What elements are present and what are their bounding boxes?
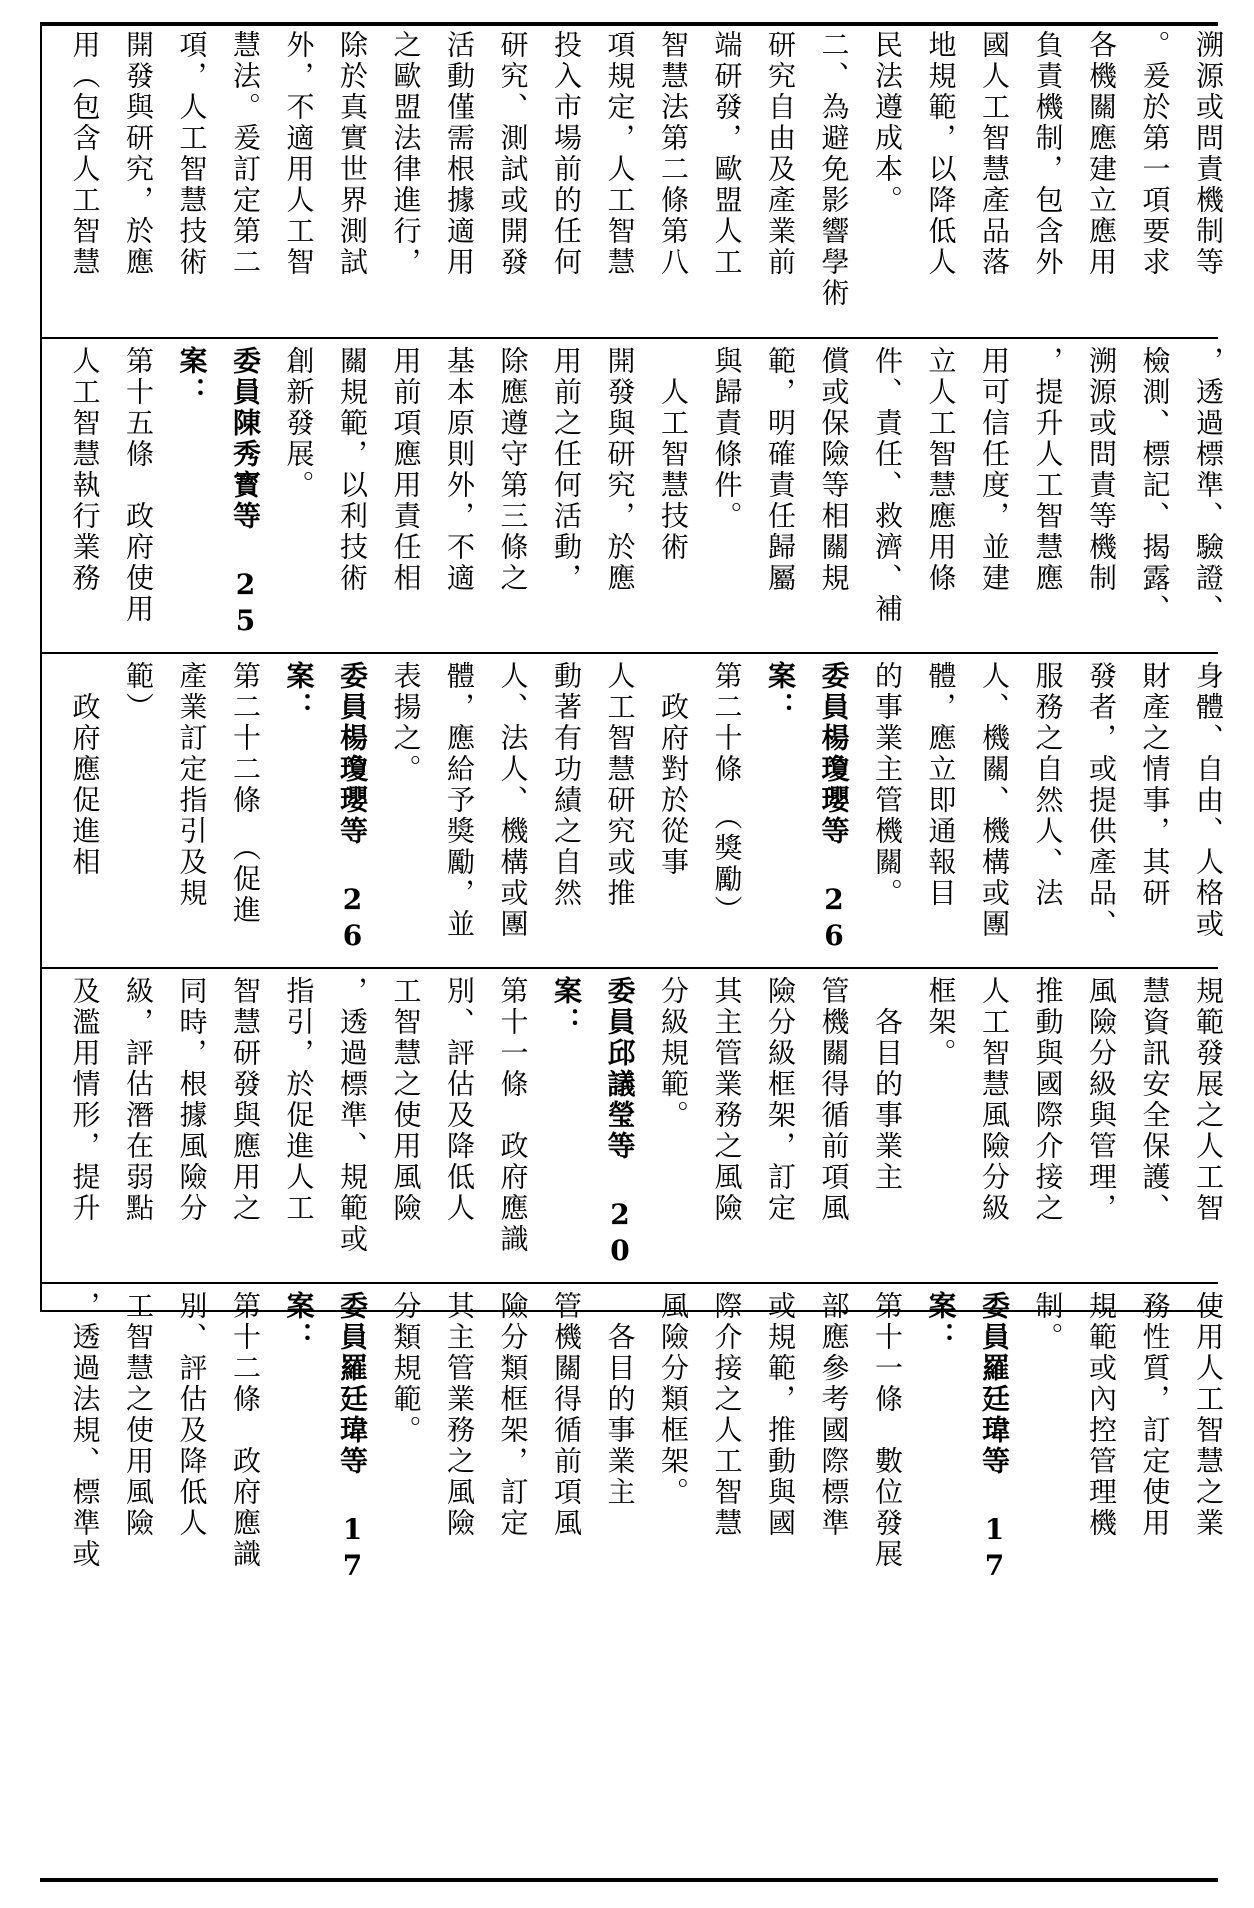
column-rule-left <box>40 22 42 1312</box>
text-line: 案： <box>550 976 583 1038</box>
text-line: 分級規範。 <box>657 976 690 1131</box>
text-line: 智慧法第二條第八 <box>657 30 690 278</box>
text-line: 國人工智慧產品落 <box>978 30 1011 278</box>
text-line: 用可信任度，並建 <box>978 346 1011 594</box>
text-line: 委員楊瓊瓔等 26 <box>817 661 851 955</box>
row-divider-4 <box>40 1282 1218 1284</box>
text-line: 別、評估及降低人 <box>443 976 476 1224</box>
text-line: ，透過法規、標準或 <box>68 1291 102 1570</box>
text-line: 工智慧之使用風險 <box>122 1291 155 1539</box>
text-line: 管機關得循前項風 <box>550 1291 583 1539</box>
text-line: 開發與研究，於應 <box>122 30 155 278</box>
text-line: 第十二條 政府應識 <box>229 1291 262 1570</box>
text-line: 推動與國際介接之 <box>1031 976 1065 1224</box>
text-line: 慧資訊安全保護、 <box>1138 976 1172 1224</box>
text-line: 民法遵成本。 <box>871 30 904 216</box>
text-line: 。爰於第一項要求 <box>1138 30 1172 278</box>
table-top-rule <box>40 22 1218 26</box>
text-line: 各目的事業主 <box>603 1291 637 1508</box>
text-line: 基本原則外，不適 <box>443 346 476 594</box>
text-line: 案： <box>175 346 209 408</box>
text-line: 服務之自然人、法 <box>1031 661 1065 909</box>
text-line: 溯源或問責等機制 <box>1085 346 1118 594</box>
text-line: 指引，於促進人工 <box>282 976 316 1224</box>
text-line: 或規範，推動與國 <box>764 1291 797 1539</box>
text-line: 第十一條 數位發展 <box>871 1291 904 1570</box>
text-line: ，提升人工智慧應 <box>1031 346 1065 594</box>
text-line: 第二十二條 （促進 <box>229 661 262 926</box>
text-line: 政府對於從事 <box>657 661 690 878</box>
text-line: 慧法。爰訂定第二 <box>229 30 262 278</box>
text-line: 與歸責條件。 <box>710 346 744 532</box>
text-line: 人工智慧執行業務 <box>68 346 102 594</box>
text-line: 用前項應用責任相 <box>389 346 423 594</box>
text-line: 關規範，以利技術 <box>336 346 369 594</box>
text-line: 部應參考國際標準 <box>817 1291 851 1539</box>
text-line: 規範或內控管理機 <box>1085 1291 1118 1539</box>
text-line: ，透過標準、規範或 <box>336 976 369 1255</box>
text-line: 體，應立即通報目 <box>924 661 958 909</box>
text-line: 委員陳秀寳等 25 <box>229 346 262 640</box>
text-line: 立人工智慧應用條 <box>924 346 958 594</box>
text-line: 人工智慧風險分級 <box>978 976 1011 1224</box>
text-line: 地規範，以降低人 <box>924 30 958 278</box>
text-line: 其主管業務之風險 <box>443 1291 476 1539</box>
text-line: 其主管業務之風險 <box>710 976 744 1224</box>
text-line: 及濫用情形，提升 <box>68 976 102 1224</box>
text-line: 制。 <box>1031 1291 1065 1353</box>
text-line: 財產之情事，其研 <box>1138 661 1172 909</box>
text-line: 分類規範。 <box>389 1291 423 1446</box>
text-line: 產業訂定指引及規 <box>175 661 209 909</box>
text-line: 償或保險等相關規 <box>817 346 851 594</box>
text-line: 智慧研發與應用之 <box>229 976 262 1224</box>
text-line: 表揚之。 <box>389 661 423 785</box>
row-divider-2 <box>40 652 1218 654</box>
text-line: 二、為避免影響學術 <box>817 30 851 309</box>
text-line: ，透過標準、驗證、 <box>1192 346 1225 625</box>
text-line: 案： <box>282 1291 316 1353</box>
text-line: 人工智慧技術 <box>657 346 690 563</box>
text-line: 溯源或問責機制等 <box>1192 30 1225 278</box>
text-line: 動著有功績之自然 <box>550 661 583 909</box>
text-line: 各目的事業主 <box>871 976 904 1193</box>
text-line: 研究自由及產業前 <box>764 30 797 278</box>
text-line: 級，評估潛在弱點 <box>122 976 155 1224</box>
text-line: 管機關得循前項風 <box>817 976 851 1224</box>
text-line: 外，不適用人工智 <box>282 30 316 278</box>
text-line: 負責機制，包含外 <box>1031 30 1065 278</box>
text-line: 務性質，訂定使用 <box>1138 1291 1172 1539</box>
text-line: 第十一條 政府應識 <box>496 976 530 1255</box>
text-line: 範，明確責任歸屬 <box>764 346 797 594</box>
text-line: 除應遵守第三條之 <box>496 346 530 594</box>
text-line: 同時，根據風險分 <box>175 976 209 1224</box>
text-line: 體，應給予獎勵，並 <box>443 661 476 940</box>
text-line: 框架。 <box>924 976 958 1069</box>
text-line: 案： <box>924 1291 958 1353</box>
text-line: 委員羅廷瑋等 17 <box>336 1291 369 1585</box>
text-line: 規範發展之人工智 <box>1192 976 1225 1224</box>
text-line: 委員羅廷瑋等 17 <box>978 1291 1011 1585</box>
page-bottom-rule <box>40 1878 1218 1882</box>
text-line: 委員楊瓊瓔等 26 <box>336 661 369 955</box>
text-line: 案： <box>282 661 316 723</box>
text-line: 各機關應建立應用 <box>1085 30 1118 278</box>
text-line: 人工智慧研究或推 <box>603 661 637 909</box>
text-line: 險分級框架，訂定 <box>764 976 797 1224</box>
text-line: 的事業主管機關。 <box>871 661 904 909</box>
text-line: 範） <box>122 661 155 723</box>
text-line: 第十五條 政府使用 <box>122 346 155 625</box>
text-line: 發者，或提供產品、 <box>1085 661 1118 940</box>
text-line: 檢測、標記、揭露、 <box>1138 346 1172 625</box>
text-line: 人、機關、機構或團 <box>978 661 1011 940</box>
text-line: 別、評估及降低人 <box>175 1291 209 1539</box>
text-line: 使用人工智慧之業 <box>1192 1291 1225 1539</box>
text-line: 第二十條 （獎勵） <box>710 661 744 926</box>
text-line: 身體、自由、人格或 <box>1192 661 1225 940</box>
text-line: 件、責任、救濟、補 <box>871 346 904 625</box>
text-line: 投入市場前的任何 <box>550 30 583 278</box>
row-divider-3 <box>40 967 1218 969</box>
text-line: 項規定，人工智慧 <box>603 30 637 278</box>
text-line: 際介接之人工智慧 <box>710 1291 744 1539</box>
row-divider-1 <box>40 337 1218 339</box>
text-line: 險分類框架，訂定 <box>496 1291 530 1539</box>
text-line: 用（包含人工智慧 <box>68 30 102 278</box>
text-line: 活動僅需根據適用 <box>443 30 476 278</box>
text-line: 除於真實世界測試 <box>336 30 369 278</box>
text-line: 開發與研究，於應 <box>603 346 637 594</box>
text-line: 用前之任何活動， <box>550 346 583 594</box>
text-line: 研究、測試或開發 <box>496 30 530 278</box>
text-line: 政府應促進相 <box>68 661 102 878</box>
text-line: 之歐盟法律進行， <box>389 30 423 278</box>
text-line: 人、法人、機構或團 <box>496 661 530 940</box>
text-line: 端研發，歐盟人工 <box>710 30 744 278</box>
text-line: 創新發展。 <box>282 346 316 501</box>
text-line: 委員邱議瑩等 20 <box>603 976 637 1270</box>
text-line: 風險分級與管理， <box>1085 976 1118 1224</box>
text-line: 項，人工智慧技術 <box>175 30 209 278</box>
text-line: 風險分類框架。 <box>657 1291 690 1508</box>
text-line: 案： <box>764 661 797 723</box>
text-line: 工智慧之使用風險 <box>389 976 423 1224</box>
